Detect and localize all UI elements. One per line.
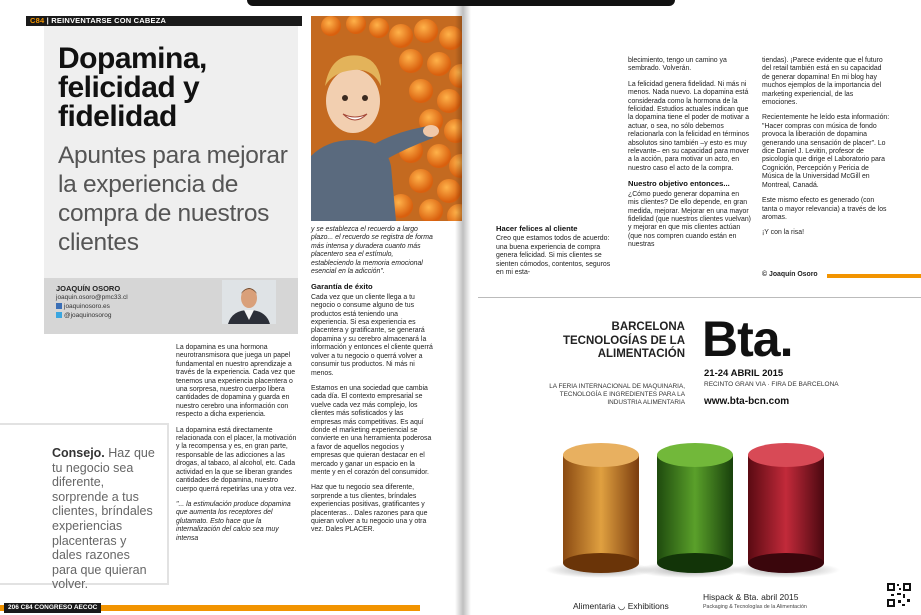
author-photo [222,280,276,324]
author-twitter [56,312,111,319]
column-5 [762,57,890,245]
article-subtitle: Apuntes para mejorar la experiencia de compra de nuestros clientes [58,142,288,256]
col2-paragraph: Haz que tu negocio sea diferente, sorprende a tus clientes, bríndales experiencias positivas, gratificantes y placenteras... Dales razones para que quieran volver a tu negocio una y otra vez. Dales PLACER. [311,484,428,534]
ad-brand-right: Exhibitions [627,601,669,611]
column-3 [496,225,616,284]
section-name: REINVENTARSE CON CABEZA [51,16,167,25]
column-2 [311,226,435,542]
ad-description: LA FERIA INTERNACIONAL DE MAQUINARIA, TECNOLOGÍA E INGREDIENTES PARA LA INDUSTRIA ALIMENTARIA [549,383,685,406]
author-web [56,303,110,310]
col2-paragraph: Estamos en una sociedad que cambia cada día. El contexto empresarial se vuelve cada vez más complejo, los clientes más sofisticados y las empresas más competitivas. Es aquí donde el marketing experiencial se convierte en una herramienta poderosa a favor de aquellos negocios y empresas que quieran destacar en el mercado y ganar un espacio en la mente y en el corazón del consumidor. [311,384,432,476]
ad-divider [478,297,921,298]
col3-heading: Hacer felices al cliente [496,224,578,233]
col5-paragraph: Recientemente he leído esta información: "Hacer compras con música de fondo provoca la liberación de dopamina generando una sensación de placer". Lo dice Daniel J. Levitin, profesor de psicología que dirige el Laboratorio para Cognición, Percepción y Pericia de Música de la Universidad McGill en Montreal, Canadá. [762,114,890,189]
section-divider: | [46,16,52,25]
article-photo-boy-oranges [311,16,462,221]
ad-title: BARCELONA TECNOLOGÍAS DE LA ALIMENTACIÓN [562,321,685,360]
twitter-icon [56,312,62,318]
column-1 [176,344,300,550]
author-web-text: joaquinosoro.es [64,303,110,310]
col2-heading: Garantía de éxito [311,282,373,292]
smile-icon: ◡ [617,601,626,611]
page-number: C84 [30,16,45,25]
ad-brand-alimentaria [573,601,669,612]
ad-venue: RECINTO GRAN VIA · FIRA DE BARCELONA [704,381,839,388]
ad-url[interactable]: www.bta-bcn.com [704,396,790,407]
section-header [26,16,302,26]
qr-code-icon[interactable] [886,582,912,608]
ad-footer: Hispack & Bta. abril 2015 [703,592,799,602]
col1-quote: "... la estimulación produce dopamina que aumenta los receptores del glutamato. Esto hace que la internalización del calcio sea muy intensa [176,500,291,542]
col3-paragraph: Creo que estamos todos de acuerdo: una buena experiencia de compra genera felicidad. Si mis clientes se sienten cómodos, contentos, seguros en mi esta- [496,235,611,277]
ad-dates: 21-24 ABRIL 2015 [704,368,784,379]
ad-logo: Bta. [702,311,793,367]
col5-paragraph: ¡Y con la risa! [762,229,804,237]
author-name: JOAQUÍN OSORO [56,284,121,293]
signature: © Joaquín Osoro [762,271,818,278]
col1-paragraph: La dopamina está directamente relacionada con el placer, la motivación y la recompensa y es, en gran parte, responsable de las adicciones a las drogas, al tabaco, al alcohol, etc. Cada actividad en la que se liberan grandes cantidades de dopamina, nuestro cuerpo querrá repetirlas una y otra vez. [176,426,297,493]
signature-rule [827,274,921,278]
author-email: joaquin.osoro@pmc33.cl [56,294,128,301]
col2-paragraph: Cada vez que un cliente llega a tu negocio o consume alguno de tus productos está teniendo una experiencia. Si esa experiencia es placentera y gratificante, se generará dopamina y su cerebro almacenará la información y entonces el cliente querrá volver a tu negocio o querrá volver a consumir tus productos. Ni más ni menos. [311,293,433,377]
tip-body: Haz que tu negocio sea diferente, sorprende a tus clientes, bríndales experiencias placenteras y dales razones para que quieran volver. [52,446,155,592]
col4-paragraph: La felicidad genera fidelidad. Ni más ni menos. Nada nuevo. La dopamina está considerada como la hormona de la felicidad. Estudios actuales indican que la dopamina tiene el poder de motivar a actuar, o sea, no sólo debemos relacionarla con la felicidad en términos absolutos sino también –y esto es muy relevante– en su capacidad para mover a la acción, para motivar un acto, en nuestro caso el acto de la compra. [628,80,750,172]
ad-cylinders-illustration [540,430,880,580]
author-twitter-text: @joaquinosorog [64,312,112,319]
tip-label: Consejo. [52,446,105,460]
col4-paragraph-2: ¿Cómo puedo generar dopamina en mis clientes? De ello depende, en gran medida, mejorar. Mejorar en una mayor fidelidad (que nuestros clientes vuelvan) y mejorar en que mis clientes actúan (que nos compren cuando están en nuestras [628,190,751,249]
col1-paragraph: La dopamina es una hormona neurotransmisora que juega un papel fundamental en nuestro aprendizaje a través de la experiencia. Cada vez que tenemos una experiencia placentera o una sorpresa, nuestro cuerpo libera cantidades de dopamina y guarda en nuestro cerebro una información con respecto a dicha experiencia. [176,344,296,419]
top-bar [247,0,675,6]
col5-paragraph: Este mismo efecto es generado (con tanta o mayor relevancia) a través de los aromas. [762,197,887,221]
left-footer [0,602,462,615]
page-gutter [455,0,471,615]
col4-top: blecimiento, tengo un camino ya sembrado. Volverán. [628,57,727,73]
col2-quote: y se establezca el recuerdo a largo plazo... el recuerdo se registra de forma más intensa y duradera cuanto más placentero sea el estímulo, estableciendo la memoria emocional esencial en la adicción". [311,226,433,276]
globe-icon [56,303,62,309]
tip-text [52,446,158,592]
col5-paragraph: tiendas). ¡Parece evidente que el futuro del retail también está en su capacidad de generar dopamina! En mi blog hay muchos ejemplos de la importancia del marketing experiencial, de las emociones. [762,57,883,107]
ad-brand-left: Alimentaria [573,601,616,611]
col4-heading: Nuestro objetivo entonces... [628,179,730,189]
column-4 [628,57,751,257]
footer-left-text: 206 C84 CONGRESO AECOC [4,603,101,613]
ad-footer-sub: Packaging & Tecnologías de la Alimentación [703,604,807,610]
article-title: Dopamina, felicidad y fidelidad [58,42,207,133]
